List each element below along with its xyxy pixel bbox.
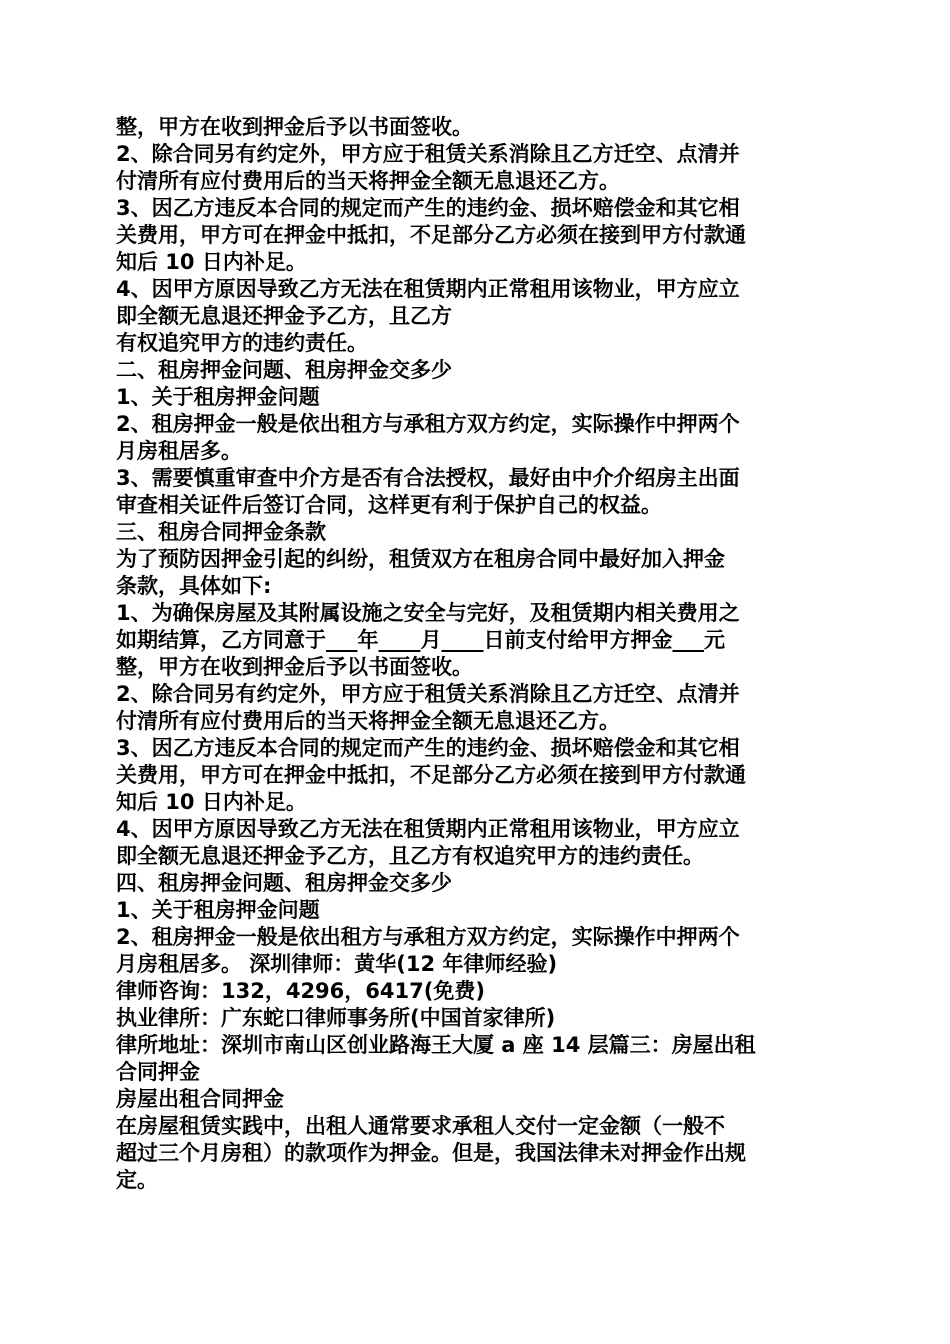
section-heading: 房屋出租合同押金 xyxy=(116,1087,284,1111)
text-line: 整，甲方在收到押金后予以书面签收。 xyxy=(116,115,473,139)
text-line: 为了预防因押金引起的纠纷，租赁双方在租房合同中最好加入押金 xyxy=(116,547,725,571)
text-line: 3、因乙方违反本合同的规定而产生的违约金、损坏赔偿金和其它相 xyxy=(116,196,740,220)
text-line: 合同押金 xyxy=(116,1060,200,1084)
text-line: 1、关于租房押金问题 xyxy=(116,385,320,409)
text-line: 在房屋租赁实践中，出租人通常要求承租人交付一定金额（一般不 xyxy=(116,1114,725,1138)
section-heading: 三、租房合同押金条款 xyxy=(116,520,326,544)
text-line: 关费用，甲方可在押金中抵扣，不足部分乙方必须在接到甲方付款通 xyxy=(116,763,746,787)
text-line: 4、因甲方原因导致乙方无法在租赁期内正常租用该物业，甲方应立 xyxy=(116,817,740,841)
text-line: 1、关于租房押金问题 xyxy=(116,898,320,922)
text-line: 有权追究甲方的违约责任。 xyxy=(116,331,368,355)
section-heading: 二、租房押金问题、租房押金交多少 xyxy=(116,358,452,382)
text-line: 如期结算，乙方同意于___年____月____日前支付给甲方押金___元 xyxy=(116,628,725,652)
text-line: 知后 10 日内补足。 xyxy=(116,790,307,814)
text-line: 2、除合同另有约定外，甲方应于租赁关系消除且乙方迁空、点清并 xyxy=(116,142,740,166)
text-line: 律所地址：深圳市南山区创业路海王大厦 a 座 14 层篇三：房屋出租 xyxy=(116,1033,756,1057)
text-line: 审查相关证件后签订合同，这样更有利于保护自己的权益。 xyxy=(116,493,662,517)
text-line: 3、需要慎重审查中介方是否有合法授权，最好由中介介绍房主出面 xyxy=(116,466,740,490)
document-body xyxy=(116,114,836,1194)
text-line: 付清所有应付费用后的当天将押金全额无息退还乙方。 xyxy=(116,169,620,193)
text-line: 2、租房押金一般是依出租方与承租方双方约定，实际操作中押两个 xyxy=(116,412,740,436)
text-line: 关费用，甲方可在押金中抵扣，不足部分乙方必须在接到甲方付款通 xyxy=(116,223,746,247)
text-line: 知后 10 日内补足。 xyxy=(116,250,307,274)
text-line: 3、因乙方违反本合同的规定而产生的违约金、损坏赔偿金和其它相 xyxy=(116,736,740,760)
text-line: 整，甲方在收到押金后予以书面签收。 xyxy=(116,655,473,679)
text-line: 4、因甲方原因导致乙方无法在租赁期内正常租用该物业，甲方应立 xyxy=(116,277,740,301)
text-line: 月房租居多。 xyxy=(116,439,242,463)
section-heading: 四、租房押金问题、租房押金交多少 xyxy=(116,871,452,895)
text-line: 条款，具体如下: xyxy=(116,574,272,598)
text-line: 月房租居多。 深圳律师：黄华(12 年律师经验) xyxy=(116,952,558,976)
text-line: 即全额无息退还押金予乙方，且乙方有权追究甲方的违约责任。 xyxy=(116,844,704,868)
text-line: 2、租房押金一般是依出租方与承租方双方约定，实际操作中押两个 xyxy=(116,925,740,949)
text-line: 即全额无息退还押金予乙方，且乙方 xyxy=(116,304,452,328)
text-line: 定。 xyxy=(116,1168,158,1192)
text-line: 律师咨询：132，4296，6417(免费) xyxy=(116,979,485,1003)
text-line: 执业律所：广东蛇口律师事务所(中国首家律所) xyxy=(116,1006,556,1030)
text-line: 1、为确保房屋及其附属设施之安全与完好，及租赁期内相关费用之 xyxy=(116,601,740,625)
text-line: 超过三个月房租）的款项作为押金。但是，我国法律未对押金作出规 xyxy=(116,1141,746,1165)
text-line: 2、除合同另有约定外，甲方应于租赁关系消除且乙方迁空、点清并 xyxy=(116,682,740,706)
text-line: 付清所有应付费用后的当天将押金全额无息退还乙方。 xyxy=(116,709,620,733)
